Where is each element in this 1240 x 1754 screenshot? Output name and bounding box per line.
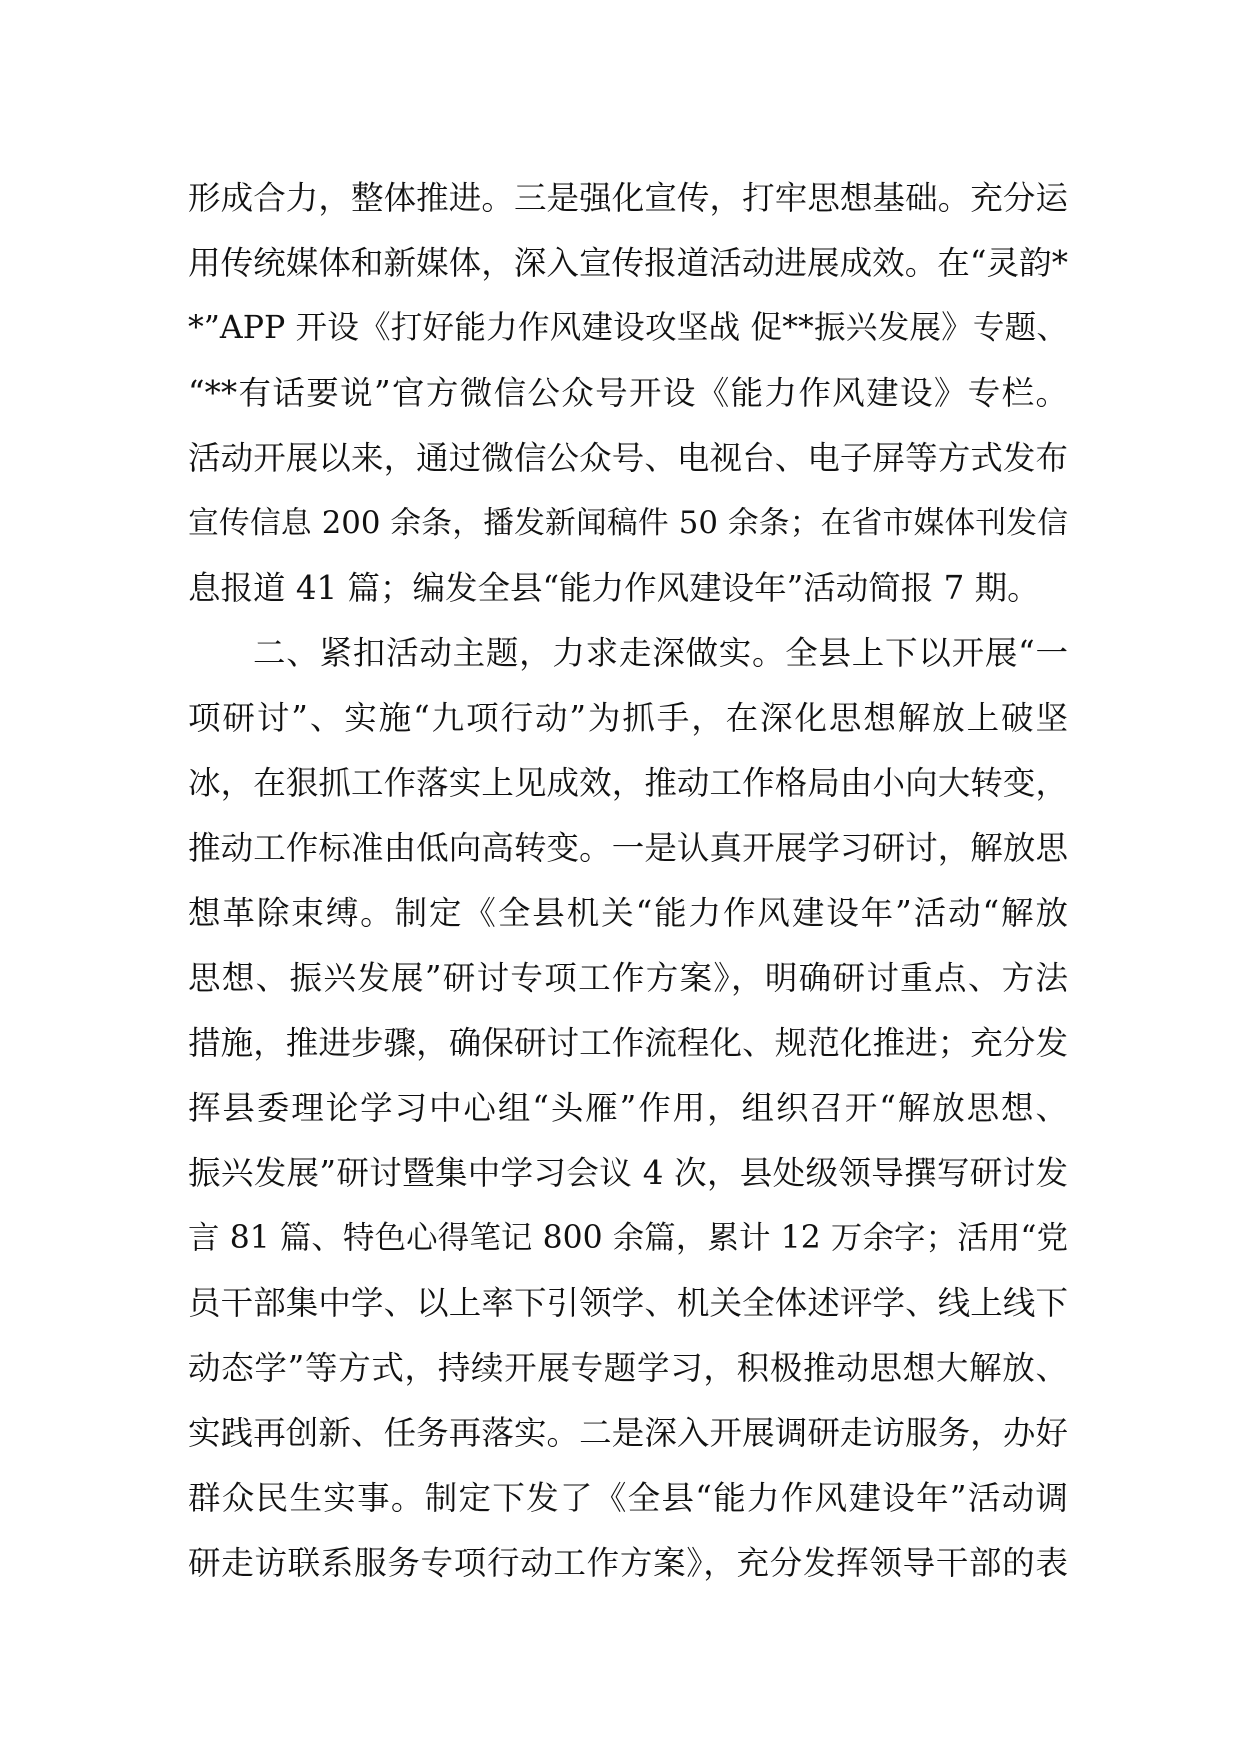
text-line: 形成合力，整体推进。三是强化宣传，打牢思想基础。充分运 [188, 179, 1068, 217]
text-line: *”APP 开设《打好能力作风建设攻坚战 促**振兴发展》专题、 [188, 310, 1068, 346]
text-line: 言 81 篇、特色心得笔记 800 余篇，累计 12 万余字；活用“党 [188, 1220, 1068, 1256]
text-line: 实践再创新、任务再落实。二是深入开展调研走访服务，办好 [188, 1414, 1068, 1452]
text-line: 群众民生实事。制定下发了《全县“能力作风建设年”活动调 [188, 1479, 1068, 1517]
text-line: 振兴发展”研讨暨集中学习会议 4 次，县处级领导撰写研讨发 [188, 1154, 1068, 1192]
text-line: 息报道 41 篇；编发全县“能力作风建设年”活动简报 7 期。 [188, 569, 1040, 607]
text-line: 用传统媒体和新媒体，深入宣传报道活动进展成效。在“灵韵* [188, 244, 1068, 282]
text-line: 动态学”等方式，持续开展专题学习，积极推动思想大解放、 [188, 1349, 1068, 1387]
text-line: 冰，在狠抓工作落实上见成效，推动工作格局由小向大转变， [188, 764, 1068, 802]
text-line: 宣传信息 200 余条，播发新闻稿件 50 余条；在省市媒体刊发信 [188, 505, 1068, 541]
text-line: 项研讨”、实施“九项行动”为抓手，在深化思想解放上破坚 [188, 699, 1068, 737]
text-line: 二、紧扣活动主题，力求走深做实。全县上下以开展“一 [253, 634, 1068, 672]
text-line: 研走访联系服务专项行动工作方案》，充分发挥领导干部的表 [188, 1544, 1068, 1582]
text-line: 想革除束缚。制定《全县机关“能力作风建设年”活动“解放 [188, 894, 1068, 932]
text-line: 活动开展以来，通过微信公众号、电视台、电子屏等方式发布 [188, 439, 1068, 477]
text-line: 员干部集中学、以上率下引领学、机关全体述评学、线上线下 [188, 1284, 1068, 1322]
text-line: 措施，推进步骤，确保研讨工作流程化、规范化推进；充分发 [188, 1024, 1068, 1062]
text-line: 思想、振兴发展”研讨专项工作方案》，明确研讨重点、方法 [188, 959, 1068, 997]
text-line: “**有话要说”官方微信公众号开设《能力作风建设》专栏。 [188, 374, 1068, 412]
body-text [188, 166, 1068, 1596]
text-line: 推动工作标准由低向高转变。一是认真开展学习研讨，解放思 [188, 829, 1068, 867]
text-line: 挥县委理论学习中心组“头雁”作用，组织召开“解放思想、 [188, 1089, 1068, 1127]
